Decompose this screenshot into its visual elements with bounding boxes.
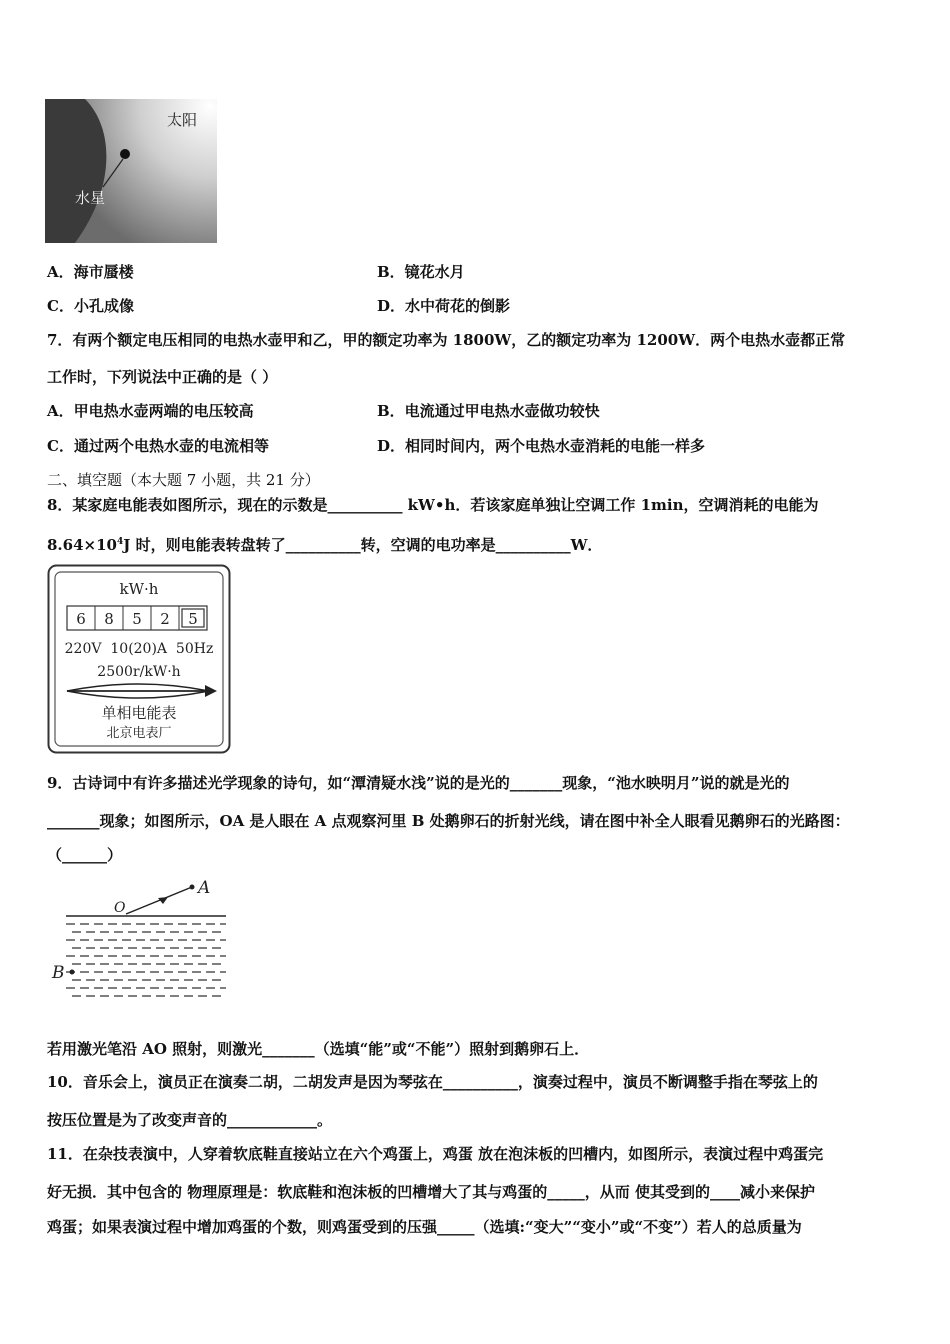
section-heading: 二、填空题（本大题 7 小题，共 21 分） — [47, 471, 320, 489]
meter-digit: 6 — [76, 610, 86, 628]
q7-option-a: A．甲电热水壶两端的电压较高 — [47, 402, 254, 420]
q7-option-d: D．相同时间内，两个电热水壶消耗的电能一样多 — [377, 437, 706, 455]
q10-stem-line-1: 10．音乐会上，演员正在演奏二胡，二胡发声是因为琴弦在__________，演奏过程中，演员不断调整手指在琴弦上的 — [47, 1073, 818, 1091]
q7-option-b: B．电流通过甲电热水壶做功较快 — [377, 402, 600, 420]
q6-option-d: D．水中荷花的倒影 — [377, 297, 511, 315]
label-o: O — [114, 900, 126, 916]
q8-stem-tail: J 时，则电能表转盘转了__________转，空调的电功率是__________W． — [123, 536, 603, 554]
meter-unit: kW·h — [119, 580, 159, 598]
q8-exponent: 4 — [116, 537, 124, 547]
label-b: B — [52, 963, 65, 983]
electric-meter-figure — [47, 564, 231, 754]
meter-specs: 220V 10(20)A 50Hz — [64, 641, 214, 657]
sun-label: 太阳 — [167, 111, 198, 129]
q9-followup: 若用激光笔沿 AO 照射，则激光_______（选填“能”或“不能”）照射到鹅卵石上． — [47, 1040, 590, 1058]
point-a — [190, 885, 195, 890]
meter-digit-decimal: 5 — [188, 610, 198, 628]
q11-stem-line-3: 鸡蛋；如果表演过程中增加鸡蛋的个数，则鸡蛋受到的压强_____（选填:“变大”“变小”或“不变”）若人的总质量为 — [47, 1218, 802, 1236]
meter-maker: 北京电表厂 — [106, 726, 172, 741]
mercury-label: 水星 — [75, 189, 106, 207]
q10-stem-line-2: 按压位置是为了改变声音的____________。 — [47, 1111, 333, 1129]
meter-rev-rate: 2500r/kW·h — [97, 664, 181, 680]
sun-mercury-figure — [45, 99, 217, 243]
q6-option-a: A．海市蜃楼 — [47, 263, 134, 281]
q8-stem-line-2 — [47, 532, 602, 555]
q7-stem-line-2: 工作时，下列说法中正确的是（ ） — [47, 368, 278, 386]
q7-option-c: C．通过两个电热水壶的电流相等 — [47, 437, 269, 455]
label-a: A — [198, 878, 211, 898]
q9-stem-line-2: _______现象；如图所示，OA 是人眼在 A 点观察河里 B 处鹅卵石的折射光线，请在图中补全人眼看见鹅卵石的光路图： — [47, 812, 850, 830]
point-b — [70, 970, 75, 975]
q8-stem-line-1: 8．某家庭电能表如图所示，现在的示数是__________ kW•h．若该家庭单独让空调工作 1min，空调消耗的电能为 — [47, 496, 819, 514]
q9-answer-blank: （______） — [47, 846, 123, 864]
refraction-figure — [50, 872, 230, 1004]
meter-digit: 2 — [160, 610, 170, 628]
meter-name: 单相电能表 — [101, 704, 177, 722]
q6-option-b: B．镜花水月 — [377, 263, 465, 281]
refracted-ray-oa — [126, 887, 192, 914]
meter-digit: 8 — [104, 610, 114, 628]
q11-stem-line-1: 11．在杂技表演中，人穿着软底鞋直接站立在六个鸡蛋上，鸡蛋 放在泡沫板的凹槽内，如图所示，表演过程中鸡蛋完 — [47, 1145, 824, 1163]
water-hatching — [66, 924, 226, 996]
meter-digit: 5 — [132, 610, 142, 628]
q11-stem-line-2: 好无损．其中包含的 物理原理是：软底鞋和泡沫板的凹槽增大了其与鸡蛋的_____，从而 使其受到的____减小来保护 — [47, 1183, 815, 1201]
q8-energy-value: 8.64×10 — [47, 536, 117, 554]
q6-option-c: C．小孔成像 — [47, 297, 134, 315]
q7-stem-line-1: 7．有两个额定电压相同的电热水壶甲和乙，甲的额定功率为 1800W，乙的额定功率为 1200W．两个电热水壶都正常 — [47, 331, 846, 349]
q9-stem-line-1: 9．古诗词中有许多描述光学现象的诗句，如“潭清疑水浅”说的是光的_______现象，“池水映明月”说的就是光的 — [47, 774, 790, 792]
mercury-dot — [120, 149, 130, 159]
